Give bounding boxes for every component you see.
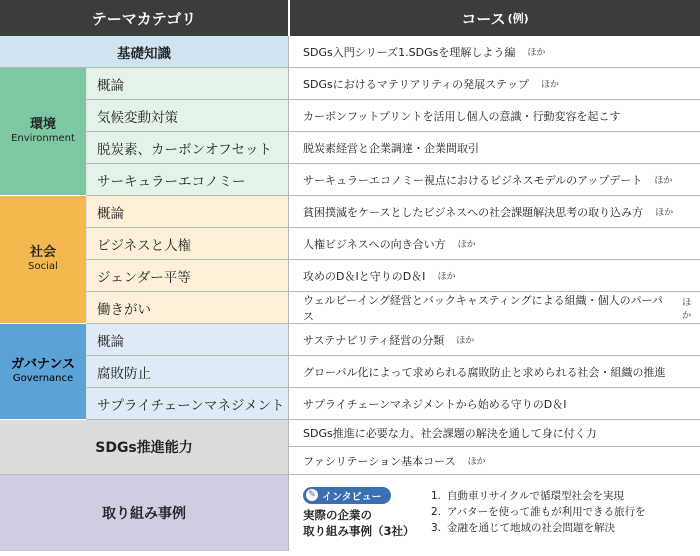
sub-label: 腐敗防止 (97, 365, 151, 382)
environment-course-1 (288, 100, 700, 132)
course-text: サプライチェーンマネジメントから始める守りのD＆I (303, 397, 567, 411)
governance-sub-2 (86, 388, 288, 420)
sdgs-category (0, 420, 288, 475)
course-text: 脱炭素経営と企業調達・企業間取引 (303, 141, 479, 155)
environment-course-3 (288, 164, 700, 196)
sub-label: 概論 (97, 205, 124, 222)
environment-sub-2 (86, 132, 288, 164)
course-text: ウェルビーイング経営とバックキャスティングによる組織・個人のパーパス (303, 293, 664, 323)
environment-name: 環境 (29, 117, 56, 133)
course-text: SDGs推進に必要な力、社会課題の解決を通して身に付く力 (303, 427, 597, 440)
case-list (431, 489, 646, 536)
social-course-1 (288, 228, 700, 260)
course-header (288, 0, 700, 36)
course-text: グローバル化によって求められる腐敗防止と求められる社会・組織の推進 (303, 365, 666, 379)
interview-title (303, 508, 421, 539)
environment-sub-1 (86, 100, 288, 132)
course-text: SDGsにおけるマテリアリティの発展ステップ (303, 77, 529, 91)
etc-label: ほか (655, 208, 674, 218)
course-text: サーキュラーエコノミー視点におけるビジネスモデルのアップデート (303, 173, 643, 187)
governance-name: ガバナンス (11, 357, 75, 373)
course-text: 人権ビジネスへの向き合い方 (303, 237, 446, 251)
social-name: 社会 (29, 245, 56, 261)
interview-title-line2: 取り組み事例（3社） (303, 523, 415, 538)
etc-label: ほか (456, 336, 475, 346)
etc-label: ほか (654, 176, 673, 186)
governance-category (0, 324, 86, 420)
etc-label: ほか (540, 80, 559, 90)
etc-label: ほか (467, 457, 486, 467)
environment-sub-3 (86, 164, 288, 196)
environment-category (0, 68, 86, 196)
etc-label: ほか (437, 272, 456, 282)
sub-label: サーキュラーエコノミー (97, 173, 246, 190)
course-text: サステナビリティ経営の分類 (303, 333, 445, 347)
etc-label: ほか (682, 297, 692, 321)
sub-label: 脱炭素、カーボンオフセット (97, 141, 272, 158)
list-item (431, 521, 646, 537)
sub-label: ビジネスと人権 (97, 237, 192, 254)
cases-category (0, 475, 288, 551)
governance-course-1 (288, 356, 700, 388)
sub-label: 概論 (97, 77, 124, 94)
social-course-0 (288, 196, 700, 228)
social-sub-3 (86, 292, 288, 324)
list-item-number: 3. (431, 521, 442, 534)
social-category (0, 196, 86, 324)
interview-title-line1: 実際の企業の (303, 507, 372, 522)
sub-label: 概論 (97, 333, 124, 350)
social-sub-2 (86, 260, 288, 292)
basic-label: 基礎知識 (117, 45, 171, 62)
list-item-text: アバターを使って誰もが利用できる旅行を (447, 506, 646, 519)
environment-en: Environment (11, 133, 75, 145)
category-header-label: テーマカテゴリ (91, 9, 197, 28)
interview-block (303, 487, 421, 539)
list-item-number: 2. (431, 506, 442, 519)
sdgs-course-0 (288, 420, 700, 447)
social-course-3 (288, 292, 700, 324)
sub-label: 働きがい (97, 301, 151, 318)
list-item-number: 1. (431, 490, 442, 503)
sub-label: 気候変動対策 (97, 109, 178, 126)
course-text: カーボンフットプリントを活用し個人の意識・行動変容を起こす (303, 109, 621, 123)
sdgs-label: SDGs推進能力 (95, 440, 193, 456)
interview-badge (303, 487, 391, 504)
etc-label: ほか (457, 240, 476, 250)
social-en: Social (28, 261, 58, 273)
course-text: 攻めのD＆Iと守りのD＆I (303, 269, 426, 283)
environment-course-2 (288, 132, 700, 164)
list-item (431, 489, 646, 505)
etc-label: ほか (527, 48, 546, 58)
environment-sub-0 (86, 68, 288, 100)
basic-category (0, 36, 288, 68)
pen-icon: ✎ (306, 489, 318, 501)
environment-course-0 (288, 68, 700, 100)
list-item-text: 金融を通じて地域の社会問題を解決 (447, 521, 615, 534)
category-header (0, 0, 288, 36)
course-text: ファシリテーション基本コース (303, 454, 456, 468)
governance-course-2 (288, 388, 700, 420)
basic-course (288, 36, 700, 68)
course-text: SDGs入門シリーズ1.SDGsを理解しよう編 (303, 45, 516, 59)
governance-en: Governance (12, 373, 74, 385)
governance-sub-0 (86, 324, 288, 356)
interview-badge-label: インタビュー (322, 491, 382, 503)
course-header-label: コース (461, 9, 506, 28)
governance-course-0 (288, 324, 700, 356)
sub-label: ジェンダー平等 (97, 269, 191, 286)
social-course-2 (288, 260, 700, 292)
list-item (431, 505, 646, 521)
course-text: 貧困撲滅をケースとしたビジネスへの社会課題解決思考の取り込み方 (303, 205, 644, 219)
cases-course (288, 475, 700, 551)
course-header-note: (例) (507, 12, 529, 25)
social-sub-1 (86, 228, 288, 260)
list-item-text: 自動車リサイクルで循環型社会を実現 (447, 490, 625, 503)
sdgs-course-1 (288, 447, 700, 475)
sub-label: サプライチェーンマネジメント (97, 397, 285, 414)
cases-label: 取り組み事例 (102, 506, 186, 522)
social-sub-0 (86, 196, 288, 228)
governance-sub-1 (86, 356, 288, 388)
